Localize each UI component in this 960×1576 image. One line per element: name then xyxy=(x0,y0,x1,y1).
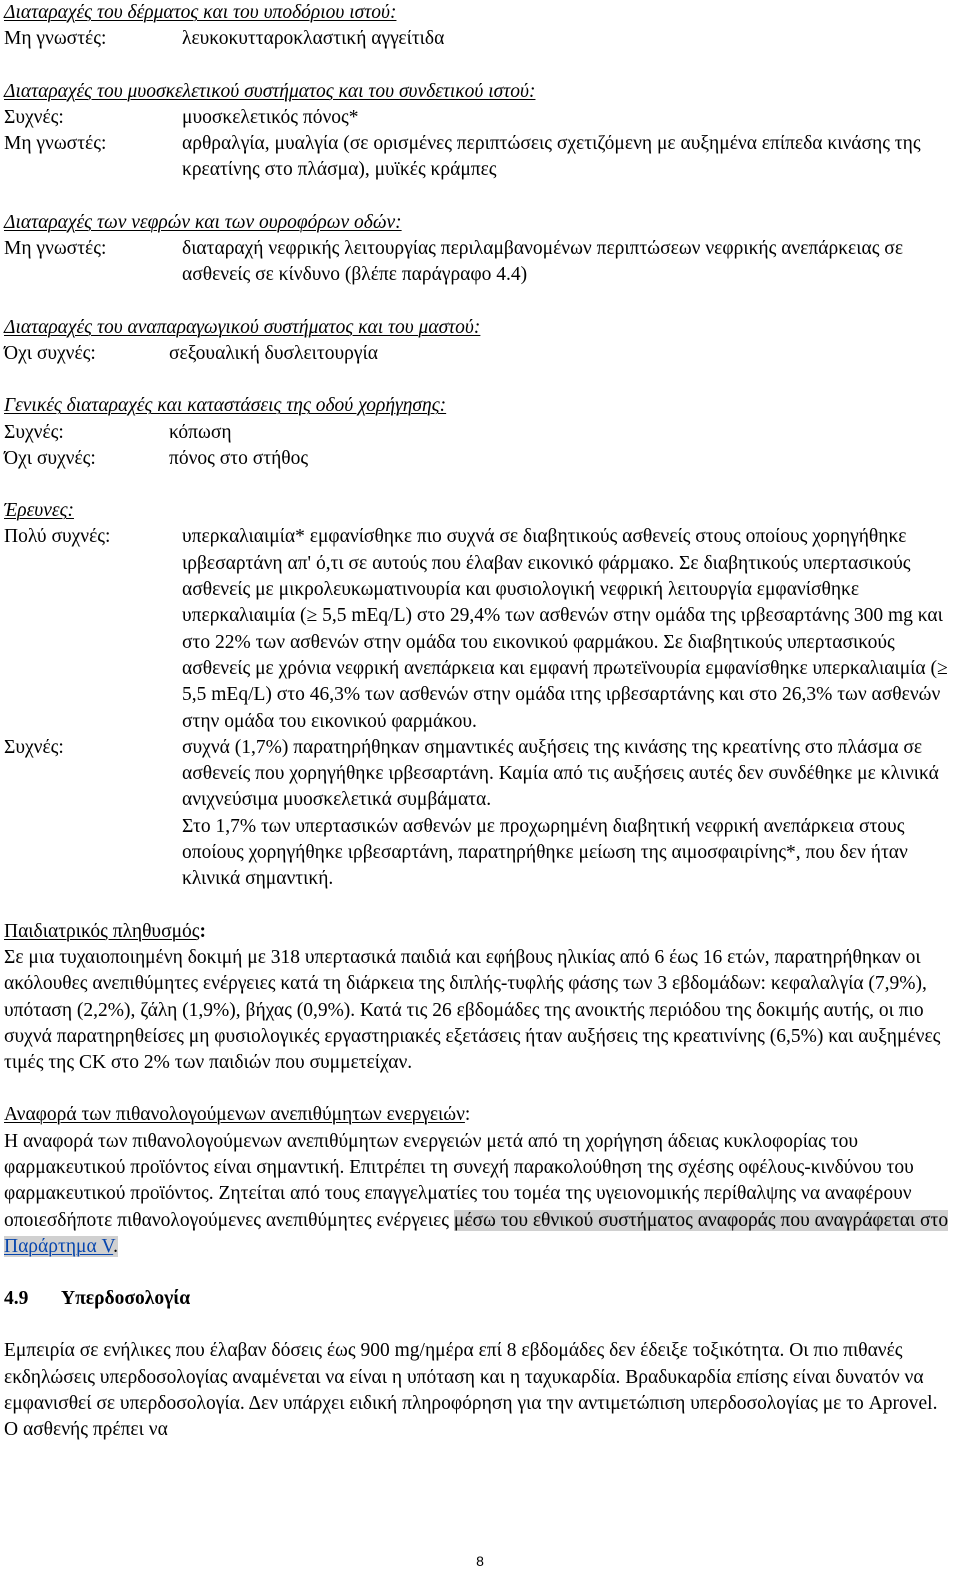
frequency-description: συχνά (1,7%) παρατηρήθηκαν σημαντικές αυξήσεις της κινάσης της κρεατίνης στο πλάσμα σε ασθενείς που χορηγήθηκε ιρβεσαρτάνη. Καμία από τις αυξήσεις αυτές δεν συνδέθηκε με κλινικά ανιχνεύσιμα μυοσκελετικά συμβάματα. xyxy=(182,736,939,811)
frequency-description: λευκοκυτταροκλαστική αγγείτιδα xyxy=(182,28,445,50)
frequency-label: Συχνές: xyxy=(4,106,64,128)
section-heading: Διαταραχές του αναπαραγωγικού συστήματος και του μαστού: xyxy=(4,316,481,338)
frequency-description: κόπωση xyxy=(169,421,232,443)
section-heading: Έρευνες: xyxy=(4,500,74,522)
title-colon: : xyxy=(464,1104,471,1126)
frequency-label: Μη γνωστές: xyxy=(4,28,107,50)
annex-v-link[interactable]: Παράρτημα V xyxy=(4,1235,114,1257)
document-page xyxy=(4,0,956,1444)
section-heading: Διαταραχές των νεφρών και των ουροφόρων οδών: xyxy=(4,211,402,233)
frequency-row xyxy=(4,735,956,893)
overdose-text: Εμπειρία σε ενήλικες που έλαβαν δόσεις έως 900 mg/ημέρα επί 8 εβδομάδες δεν έδειξε τοξικότητα. Οι πιο πιθανές εκδηλώσεις υπερδοσολογίας αναμένεται να είναι η υπόταση και η ταχυκαρδία. Βραδυκαρδία επίσης είναι δυνατόν να εμφανισθεί σε υπερδοσολογία. Δεν υπάρχει ειδική πληροφόρηση για την αντιμετώπιση υπερδοσολογίας με το Aprovel. Ο ασθενής πρέπει να xyxy=(4,1340,938,1441)
frequency-description: αρθραλγία, μυαλγία (σε ορισμένες περιπτώσεις σχετιζόμενη με αυξημένα επίπεδα κινάσης της κρεατίνης στο πλάσμα), μυϊκές κράμπες xyxy=(182,133,921,181)
paragraph-title xyxy=(4,919,956,945)
frequency-row xyxy=(4,26,956,52)
frequency-row xyxy=(4,236,956,289)
frequency-description: σεξουαλική δυσλειτουργία xyxy=(169,342,378,364)
reporting-title: Αναφορά των πιθανολογούμενων ανεπιθύμητων ενεργειών xyxy=(4,1104,465,1126)
frequency-description: πόνος στο στήθος xyxy=(169,447,309,469)
reporting-text xyxy=(4,1129,956,1260)
frequency-row xyxy=(4,341,956,367)
section-investigations xyxy=(4,498,956,892)
frequency-description: διαταραχή νεφρικής λειτουργίας περιλαμβανομένων περιπτώσεων νεφρικής ανεπάρκειας σε ασθενείς σε κίνδυνο (βλέπε παράγραφο 4.4) xyxy=(182,238,904,286)
section-reproductive xyxy=(4,315,956,368)
frequency-description-extra: Στο 1,7% των υπερτασικών ασθενών με προχωρημένη διαβητική νεφρική ανεπάρκεια στους οποίους χορηγήθηκε ιρβεσαρτάνη, παρατηρήθηκε μείωση της αιμοσφαιρίνης*, που δεν ήταν κλινικά σημαντική. xyxy=(182,815,908,890)
frequency-label: Μη γνωστές: xyxy=(4,133,107,155)
frequency-description: υπερκαλιαιμία* εμφανίσθηκε πιο συχνά σε διαβητικούς ασθενείς στους οποίους χορηγήθηκε ιρβεσαρτάνη απ' ό,τι σε αυτούς που έλαβαν εικονικό φάρμακο. Σε διαβητικούς υπερτασικούς ασθενείς με μικρολευκωματινουρία και φυσιολογική νεφρική λειτουργία εμφανίσθηκε υπερκαλιαιμία (≥ 5,5 mEq/L) στο 29,4% των ασθενών στην ομάδα της ιρβεσαρτάνης 300 mg και στο 22% των ασθενών στην ομάδα του εικονικού φαρμάκου. Σε διαβητικούς υπερτασικούς ασθενείς με χρόνια νεφρική ανεπάρκεια και εμφανή πρωτεϊνουρία εμφανίσθηκε υπερκαλιαιμία (≥ 5,5 mEq/L) στο 46,3% των ασθενών στην ομάδα ιτης ιρβεσαρτάνης και στο 26,3% των ασθενών στην ομάδα του εικονικού φαρμάκου. xyxy=(182,526,948,732)
section-title-text: Υπερδοσολογία xyxy=(61,1288,191,1310)
section-renal xyxy=(4,210,956,289)
section-reporting xyxy=(4,1102,956,1260)
section-heading: Διαταραχές του δέρματος και του υποδόριου ιστού: xyxy=(4,2,397,23)
frequency-label: Συχνές: xyxy=(4,736,64,758)
highlighted-text: μέσω του εθνικού συστήματος αναφοράς που αναγράφεται στο xyxy=(453,1209,949,1231)
frequency-label: Μη γνωστές: xyxy=(4,238,107,260)
section-heading: Γενικές διαταραχές και καταστάσεις της οδού χορήγησης: xyxy=(4,395,447,417)
frequency-row xyxy=(4,105,956,131)
paediatric-title: Παιδιατρικός πληθυσμός xyxy=(4,920,200,942)
section-musculoskeletal xyxy=(4,79,956,184)
frequency-label: Πολύ συχνές: xyxy=(4,526,111,548)
section-general xyxy=(4,393,956,472)
frequency-label: Όχι συχνές: xyxy=(4,447,96,469)
reporting-text-plain: Η αναφορά των πιθανολογούμενων ανεπιθύμητων ενεργειών μετά από τη χορήγηση άδειας κυκλοφορίας του φαρμακευτικού προϊόντος είναι σημαντική. Επιτρέπει τη συνεχή παρακολούθηση της σχέσης οφέλους-κινδύνου του φαρμακευτικού προϊόντος. Ζητείται από τους επαγγελματίες του τομέα της υγειονομικής περίθαλψης να αναφέρουν οποιεσδήποτε πιθανολογούμενες ανεπιθύμητες ενέργειες xyxy=(4,1130,914,1231)
frequency-label: Όχι συχνές: xyxy=(4,342,96,364)
frequency-row xyxy=(4,524,956,734)
paediatric-text: Σε μια τυχαιοποιημένη δοκιμή με 318 υπερτασικά παιδιά και εφήβους ηλικίας από 6 έως 16 ετών, παρατηρήθηκαν οι ακόλουθες ανεπιθύμητες ενέργειες κατά τη διάρκεια της διπλής-τυφλής φάσης των 3 εβδομάδων: κεφαλαλγία (7,9%), υπόταση (2,2%), ζάλη (1,9%), βήχας (0,9%). Κατά τις 26 εβδομάδες της ανοικτής περιόδου της δοκιμής αυτής, οι πιο συχνά παρατηρηθείσες μη φυσιολογικές εργαστηριακές εξετάσεις ήταν αυξήσεις της κρεατινίνης (6,5%) και αυξημένες τιμές της CK στο 2% των παιδιών που συμμετείχαν. xyxy=(4,946,941,1074)
title-colon: : xyxy=(199,920,207,942)
section-number: 4.9 xyxy=(4,1288,29,1310)
section-heading: Διαταραχές του μυοσκελετικού συστήματος και του συνδετικού ιστού: xyxy=(4,80,536,102)
section-overdose xyxy=(4,1286,956,1443)
frequency-label: Συχνές: xyxy=(4,421,64,443)
page-number: 8 xyxy=(476,1553,484,1569)
sentence-end: . xyxy=(113,1235,119,1257)
section-title xyxy=(4,1286,956,1312)
section-skin xyxy=(4,0,956,53)
paragraph-title xyxy=(4,1102,956,1128)
frequency-row xyxy=(4,446,956,472)
frequency-row xyxy=(4,420,956,446)
frequency-description: μυοσκελετικός πόνος* xyxy=(182,106,359,128)
section-paediatric xyxy=(4,919,956,1077)
frequency-row xyxy=(4,131,956,184)
